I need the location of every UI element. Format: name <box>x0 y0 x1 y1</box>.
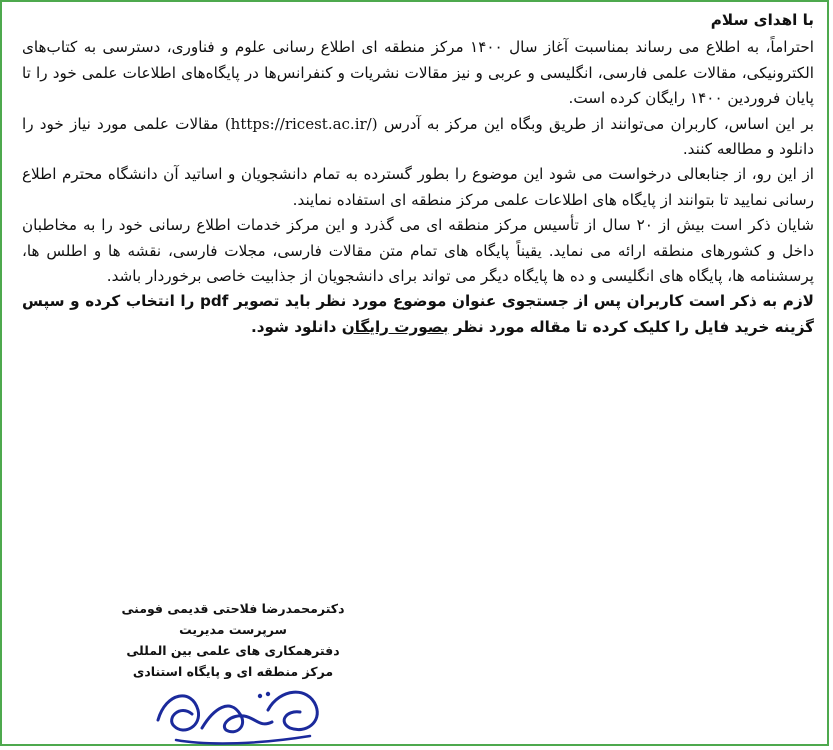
instructions-part-2: را انتخاب کرده و سپس گزینه خرید فایل را کلیک کرده تا مقاله مورد نظر <box>22 292 814 336</box>
signatory-name: دکترمحمدرضا فلاحتی قدیمی فومنی <box>121 601 345 616</box>
signatory-center: مرکز منطقه ای و پایگاه استنادی <box>132 664 334 679</box>
website-text-after: مقالات علمی مورد نیاز خود را دانلود و مطالعه کنند. <box>22 114 814 159</box>
free-emphasis: بصورت رایگان <box>341 317 449 336</box>
website-url[interactable]: (https://ricest.ac.ir/) <box>224 114 378 133</box>
instructions-part-3: دانلود شود. <box>250 317 337 336</box>
signatory-office: دفترهمکاری های علمی بین المللی <box>126 643 340 658</box>
letter-body <box>22 8 814 340</box>
paragraph-announcement: احتراماً، به اطلاع می رساند بمناسبت آغاز سال ۱۴۰۰ مرکز منطقه ای اطلاع رسانی علوم و فناوری، دسترسی به کتاب‌های الکترونیکی، مقالات علمی فارسی، انگلیسی و عربی و نیز مقالات نشریات و کنفرانس‌ها در پایگاه‌های اطلاعات علمی خود را تا پایان فروردین ۱۴۰۰ رایگان کرده است. <box>22 38 814 108</box>
paragraph-instructions <box>22 289 814 340</box>
paragraph-website <box>22 112 814 163</box>
handwritten-signature <box>140 670 340 750</box>
website-text-before: بر این اساس، کاربران می‌توانند از طریق وبگاه این مرکز به آدرس <box>383 114 814 133</box>
greeting: با اهدای سلام <box>710 11 814 29</box>
instructions-part-1: لازم به ذکر است کاربران پس از جستجوی عنوان موضوع مورد نظر باید تصویر <box>233 292 814 311</box>
pdf-term: pdf <box>199 292 229 311</box>
signatory-role: سرپرست مدیریت <box>179 622 287 637</box>
paragraph-history: شایان ذکر است بیش از ۲۰ سال از تأسیس مرکز منطقه ای می گذرد و این مرکز خدمات اطلاع رسانی خود را به مخاطبان داخل و کشورهای منطقه ارائه می نماید. یقیناً پایگاه های تمام متن مقالات فارسی، مجلات فارسی، نقشه ها و اطلس ها، پرسشنامه ها، پایگاه های انگلیسی و ده ها پایگاه دیگر می تواند برای دانشجویان از جذابیت خاصی برخوردار باشد. <box>22 216 814 286</box>
paragraph-request: از این رو، از جنابعالی درخواست می شود این موضوع را بطور گسترده به تمام دانشجویان و اساتید آن دانشگاه محترم اطلاع رسانی نمایید تا بتوانند از پایگاه های اطلاعات علمی مرکز منطقه ای استفاده نمایند. <box>22 165 814 209</box>
